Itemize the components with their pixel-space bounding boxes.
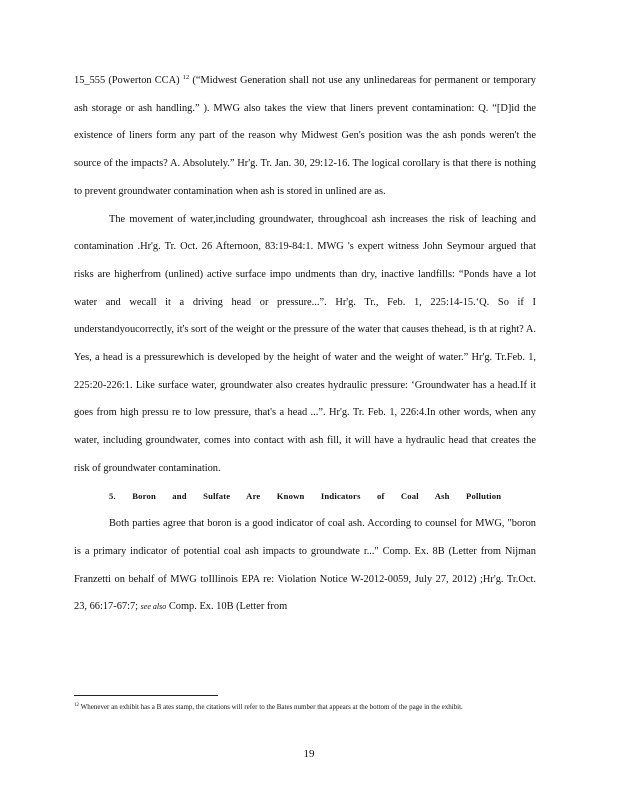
footnote-mark: 12 (74, 703, 79, 708)
footnote-divider (74, 695, 218, 696)
paragraph-1-lead: 15_555 (Powerton CCA) (74, 75, 180, 86)
footnote (74, 702, 540, 714)
paragraph-1 (74, 67, 536, 206)
paragraph-3-tail: Comp. Ex. 10B (Letter from (168, 601, 288, 613)
page-number: 19 (303, 748, 315, 760)
see-also-signal: see also (140, 602, 167, 612)
body-text (74, 67, 536, 621)
paragraph-2: The movement of water,including groundwater, throughcoal ash increases the risk of leaching and contamination .Hr'g. Tr. Oct. 26 Afternoon, 83:19-84:1. MWG 's expert witness John Seymour argued that risks are higherfrom (unlined) active surface impo undments than dry, inactive landfills: “Ponds have a lot water and wecall it a driving head or pressure...”. Hr'g. Tr., Feb. 1, 225:14-15.‘Q. So if I understandyoucorrectly, it's sort of the weight or the pressure of the water that causes thehead, is th at right? A. Yes, a head is a pressurewhich is developed by the height of water and the weight of water.” Hr'g. Tr.Feb. 1, 225:20-226:1. Like surface water, groundwater also creates hydraulic pressure: ‘Groundwater has a head.If it goes from high pressu re to low pressure, that's a head ...”. Hr'g. Tr. Feb. 1, 226:4.In other words, when any water, including groundwater, comes into contact with ash fill, it will have a hydraulic head that creates the risk of groundwater contamination. (74, 213, 536, 474)
paragraph-1-body: (“Midwest Generation shall not use any unlinedareas for permanent or temporary ash storage or ash handling.” ). MWG also takes the view that liners prevent contamination: Q. “[D]id the existence of liners form any part of the reason why Midwest Gen's position was the ash ponds weren't the source of the impacts? A. Absolutely.” Hr'g. Tr. Jan. 30, 29:12-16. The logical corollary is that there is nothing to prevent groundwater contamination when ash is stored in unlined are as. (74, 75, 536, 197)
paragraph-3-body: Both parties agree that boron is a good indicator of coal ash. According to counsel for MWG, "boron is a primary indicator of potential coal ash impacts to groundwate r..." Comp. Ex. 8B (Letter from Nijman Franzetti on behalf of MWG toIllinois EPA re: Violation Notice W-2012-0059, July 27, 2012) ;Hr'g. Tr.Oct. 23, 66:17-67:7; (74, 518, 536, 613)
paragraph-3 (74, 510, 536, 621)
footnote-reference: 12 (182, 74, 190, 81)
section-heading: 5. Boron and Sulfate Are Known Indicators of Coal Ash Pollution (109, 490, 502, 501)
footnote-text: Whenever an exhibit has a B ates stamp, the citations will refer to the Bates number that appears at the bottom of the page in the exhibit. (80, 703, 463, 711)
